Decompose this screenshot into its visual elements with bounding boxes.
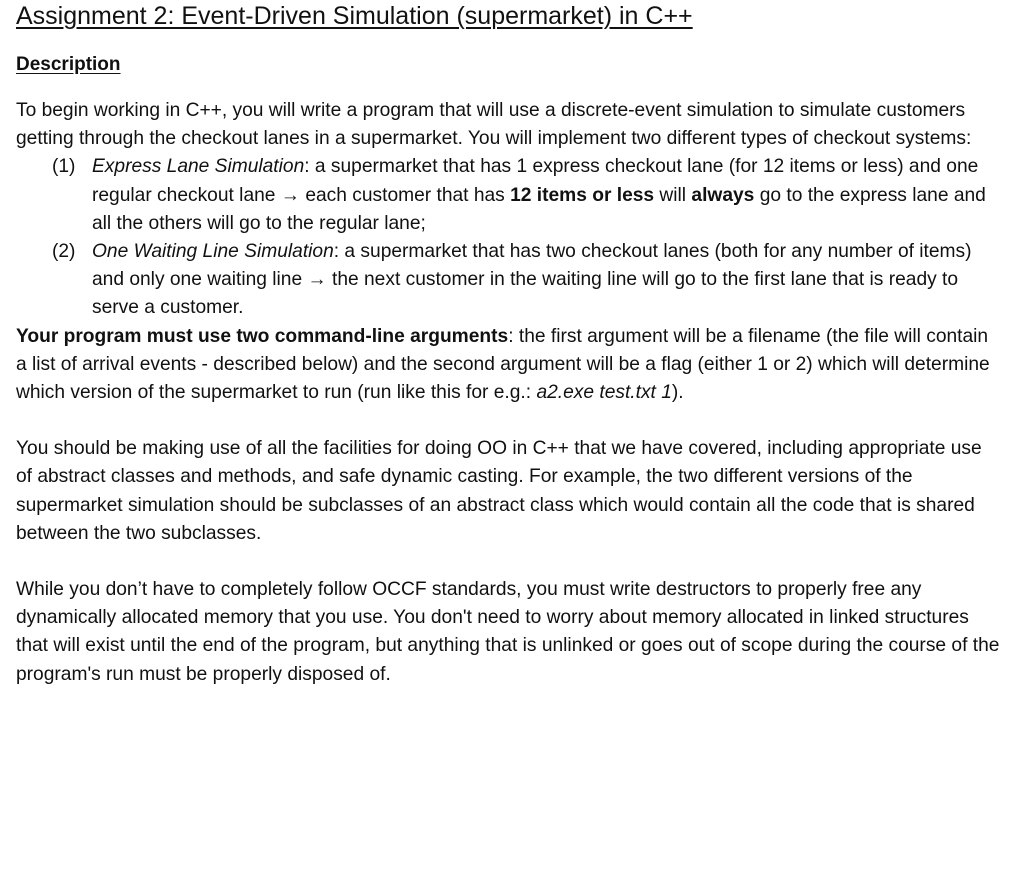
simulation-types-list [16, 153, 1001, 322]
emphasis-text: Your program must use two command-line arguments [16, 325, 509, 347]
list-item-number: (1) [52, 156, 76, 178]
arrow-icon: → [307, 269, 327, 291]
list-item: (1) Express Lane Simulation: a supermarket that has 1 express checkout lane (for 12 items or less) and one regular checkout lane → each customer that has 12 items or less will always go to the express lane and all the others will go to the regular lane; [16, 153, 1001, 238]
intro-paragraph: To begin working in C++, you will write a program that will use a discrete-event simulation to simulate customers getting through the checkout lanes in a supermarket. You will implement two different types of checkout systems: [16, 100, 972, 150]
command-example: a2.exe test.txt 1 [536, 382, 672, 404]
list-item: (2) One Waiting Line Simulation: a supermarket that has two checkout lanes (both for any number of items) and only one waiting line → the next customer in the waiting line will go to the first lane that is ready to serve a customer. [16, 238, 1001, 323]
emphasis-text: 12 items or less [510, 184, 655, 206]
list-item-number: (2) [52, 241, 76, 263]
emphasis-text: always [691, 184, 755, 206]
assignment-title: Assignment 2: Event-Driven Simulation (supermarket) in C++ [16, 2, 693, 30]
arrow-icon: → [280, 184, 300, 206]
description-heading: Description [16, 54, 121, 75]
simulation-name: Express Lane Simulation [92, 156, 305, 178]
simulation-name: One Waiting Line Simulation [92, 241, 334, 263]
oo-paragraph: You should be making use of all the facilities for doing OO in C++ that we have covered, including appropriate use of abstract classes and methods, and safe dynamic casting. For example, the two different versions of the supermarket simulation should be subclasses of an abstract class which would contain all the code that is shared between the two subclasses. [16, 438, 982, 544]
memory-paragraph: While you don’t have to completely follow OCCF standards, you must write destructors to properly free any dynamically allocated memory that you use. You don't need to worry about memory allocated in linked structures that will exist until the end of the program, but anything that is unlinked or goes out of scope during the course of the program's run must be properly disposed of. [16, 579, 1000, 685]
document-page [16, 0, 1001, 689]
arguments-paragraph: Your program must use two command-line arguments: the first argument will be a filename (the file will contain a list of arrival events - described below) and the second argument will be a flag (either 1 or 2) which will determine which version of the supermarket to run (run like this for e.g.: a2.exe test.txt 1). [16, 325, 990, 404]
